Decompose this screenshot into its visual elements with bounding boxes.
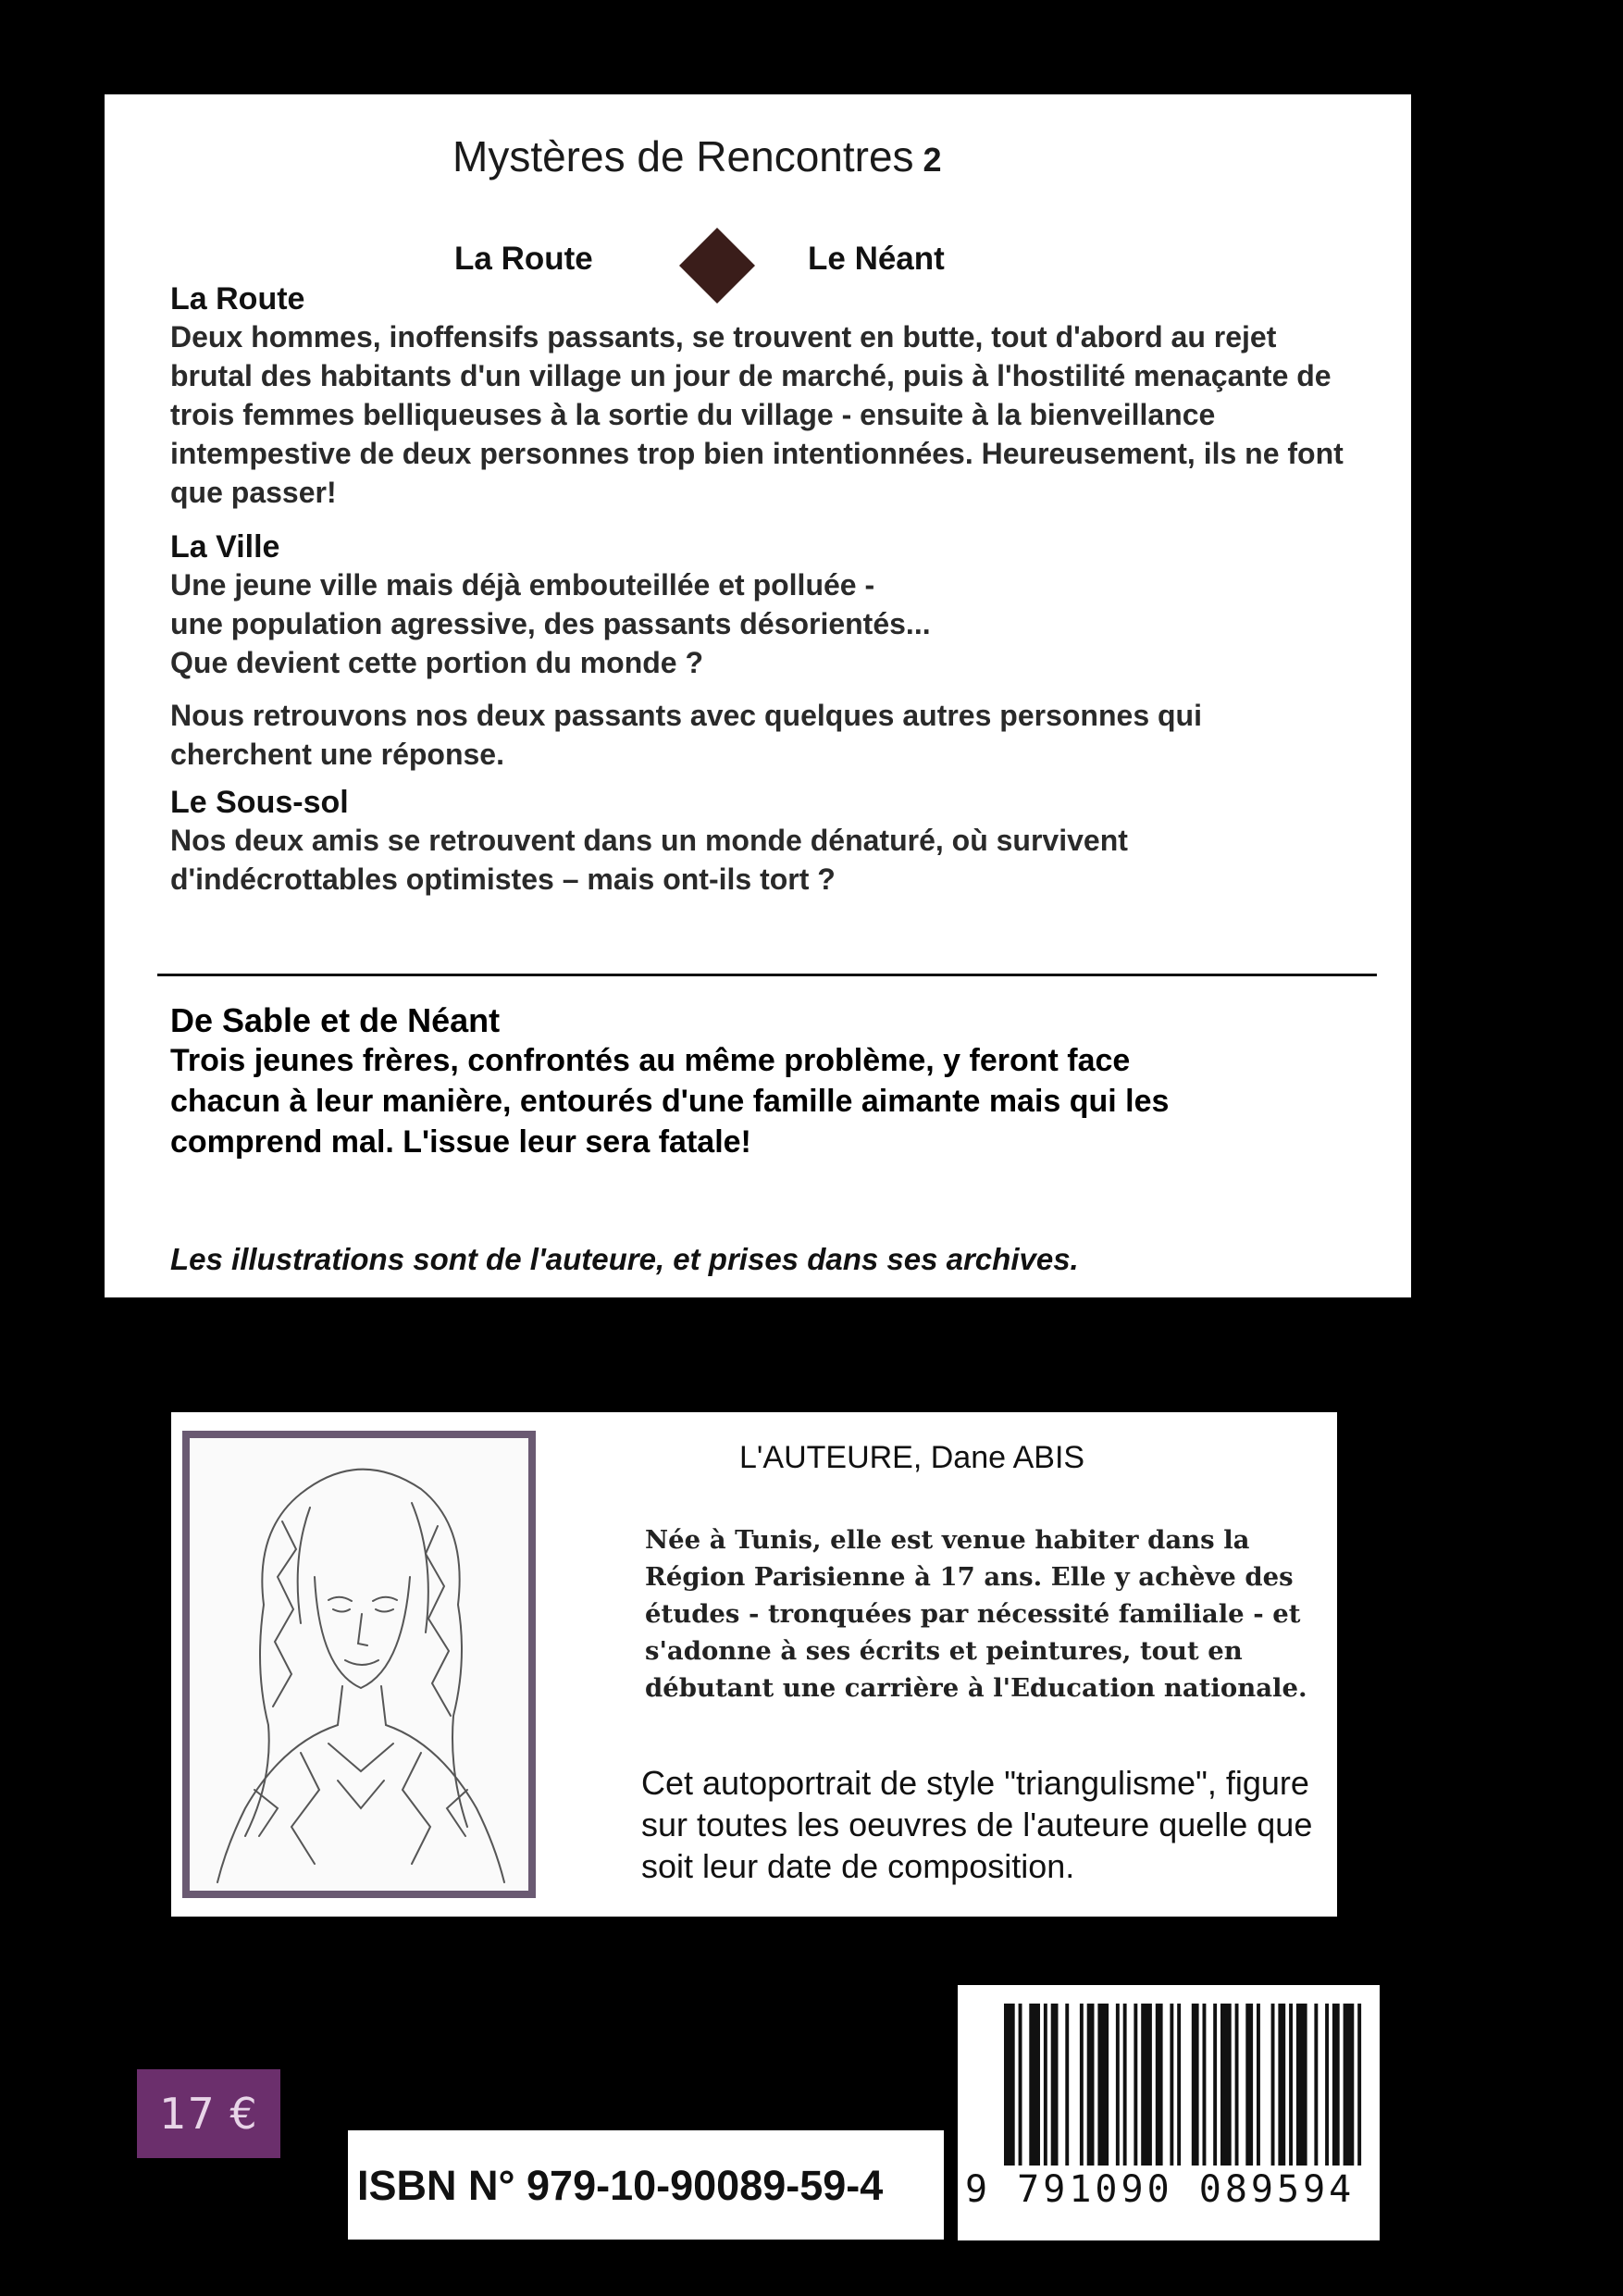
author-portrait <box>182 1431 536 1898</box>
section-text: Deux hommes, inoffensifs passants, se trouvent en butte, tout d'abord au rejet brutal des habitants d'un village un jour de marché, puis à l'hostilité menaçante de trois femmes belliqueuses à la sortie du village - ensuite à la bienveillance intempestive de deux personnes trop bien intentionnées. Heureusement, ils ne font que passer! <box>170 320 1344 509</box>
section-heading: Le Sous-sol <box>170 785 349 820</box>
volume-number: 2 <box>923 141 942 179</box>
author-panel <box>171 1412 1337 1917</box>
section-text: Trois jeunes frères, confrontés au même problème, y feront face chacun à leur manière, entourés d'une famille aimante mais qui les comprend mal. L'issue leur sera fatale! <box>170 1043 1170 1160</box>
section-line: Une jeune ville mais déjà embouteillée et polluée - <box>170 568 875 602</box>
section-heading: La Route <box>170 281 305 316</box>
section-divider <box>157 974 1377 976</box>
book-title-text: Mystères de Rencontres <box>452 132 914 180</box>
section-la-ville <box>170 529 1364 682</box>
section-text: Nos deux amis se retrouvent dans un monde dénaturé, où survivent d'indécrottables optimistes – mais ont-ils tort ? <box>170 824 1128 896</box>
section-line: Que devient cette portion du monde ? <box>170 646 704 679</box>
book-title <box>452 131 942 181</box>
section-line: une population agressive, des passants désorientés... <box>170 607 931 640</box>
portrait-caption: Cet autoportrait de style "triangulisme", figure sur toutes les oeuvres de l'auteure quelle que soit leur date de composition. <box>641 1764 1313 1885</box>
section-la-ville-extra <box>170 696 1364 774</box>
isbn-text: ISBN N° 979-10-90089-59-4 <box>357 2162 884 2209</box>
section-la-route <box>170 281 1364 512</box>
section-le-sous-sol <box>170 785 1364 899</box>
section-de-sable-et-de-neant <box>170 1001 1364 1162</box>
portrait-sketch-icon <box>190 1438 528 1891</box>
subtitle-left: La Route <box>454 241 593 277</box>
section-heading: La Ville <box>170 529 280 565</box>
price-tag: 17 € <box>137 2069 280 2158</box>
author-bio: Née à Tunis, elle est venue habiter dans la Région Parisienne à 17 ans. Elle y achève des études - tronquées par nécessité familiale - et s'adonne à ses écrits et peintures, tout en débutant une carrière à l'Education nationale. <box>645 1525 1307 1703</box>
subtitle-right: Le Néant <box>808 241 945 277</box>
author-heading: L'AUTEURE, Dane ABIS <box>739 1440 1085 1475</box>
section-text: Nous retrouvons nos deux passants avec quelques autres personnes qui cherchent une réponse. <box>170 699 1202 771</box>
summary-panel <box>105 94 1411 1297</box>
barcode-bars-icon <box>1004 2004 1365 2179</box>
barcode-digits: 9 791090 089594 <box>965 2168 1356 2211</box>
barcode <box>958 1985 1380 2240</box>
illustrations-note: Les illustrations sont de l'auteure, et prises dans ses archives. <box>170 1242 1079 1276</box>
section-heading: De Sable et de Néant <box>170 1001 501 1039</box>
isbn-box <box>348 2130 944 2240</box>
